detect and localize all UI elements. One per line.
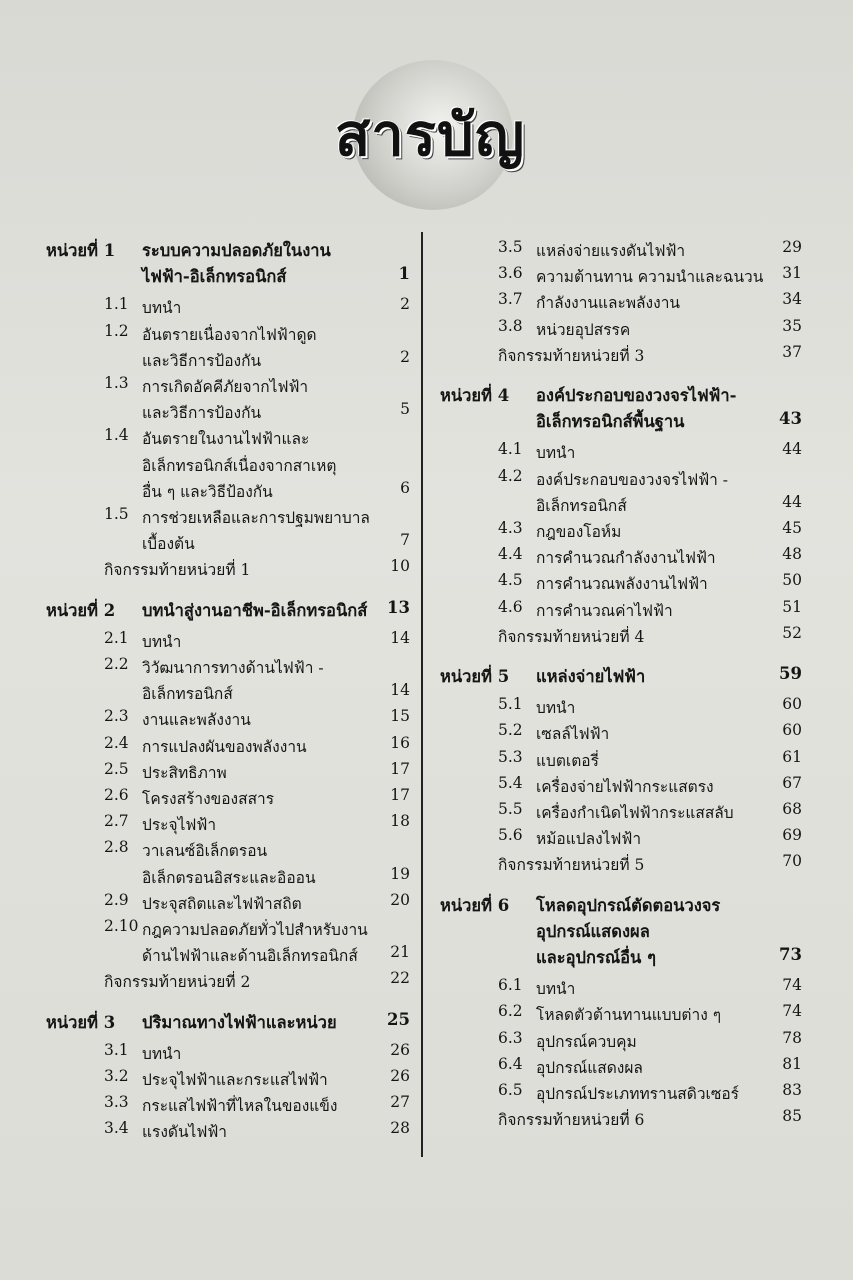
toc-entry-title: อิเล็กตรอนอิสระและอิออน <box>142 868 316 887</box>
toc-entry-number: 4.6 <box>498 597 523 616</box>
toc-entry-number: หน่วยที่ 1 <box>46 241 116 260</box>
toc-unit-heading <box>440 664 802 690</box>
toc-entry-number: 4.5 <box>498 571 523 590</box>
toc-page-number: 34 <box>782 290 802 309</box>
toc-page-number: 70 <box>782 852 802 871</box>
toc-section-entry <box>46 812 410 838</box>
toc-entry-number: 5.6 <box>498 826 523 845</box>
toc-entry-title: อุปกรณ์ประเภททรานสดิวเซอร์ <box>536 1085 739 1103</box>
page-title: สารบัญ <box>334 101 526 169</box>
toc-entry-number: หน่วยที่ 4 <box>440 386 510 405</box>
toc-entry-title: เครื่องจ่ายไฟฟ้ากระแสตรง <box>536 777 714 796</box>
toc-entry-title: หน่วยอุปสรรค <box>536 320 631 339</box>
toc-entry-title: ประจุสถิตและไฟฟ้าสถิต <box>142 894 302 913</box>
toc-entry-title: กิจกรรมท้ายหน่วยที่ 2 <box>104 973 251 992</box>
toc-entry-title: ประสิทธิภาพ <box>142 763 227 782</box>
toc-section-entry <box>46 707 410 733</box>
toc-page-number: 25 <box>387 1009 410 1029</box>
toc-entry-title: ระบบความปลอดภัยในงาน <box>142 241 331 260</box>
toc-entry-title: อันตรายในงานไฟฟ้าและ <box>142 430 310 449</box>
toc-entry-title: การคำนวณพลังงานไฟฟ้า <box>536 575 708 594</box>
toc-entry-number: 1.3 <box>104 374 129 392</box>
toc-entry-title: บทนำ <box>142 632 182 651</box>
toc-entry-number: 6.5 <box>498 1081 523 1099</box>
toc-page-number: 48 <box>782 545 802 564</box>
toc-page-number: 44 <box>782 440 802 459</box>
toc-entry-title: วิวัฒนาการทางด้านไฟฟ้า - <box>142 659 324 677</box>
toc-page-number: 60 <box>782 695 802 714</box>
toc-entry-number: 5.5 <box>498 800 523 818</box>
toc-entry-number: 4.4 <box>498 545 523 564</box>
toc-page-number: 29 <box>782 238 802 256</box>
toc-section-entry <box>440 826 802 852</box>
toc-section-entry <box>46 786 410 812</box>
toc-activity-entry <box>46 969 410 995</box>
toc-entry-number: 3.2 <box>104 1067 129 1085</box>
toc-page-number: 44 <box>782 492 802 511</box>
toc-page-number: 81 <box>782 1054 802 1073</box>
toc-entry-title: อื่น ๆ และวิธีป้องกัน <box>142 482 273 501</box>
toc-entry-number: 2.7 <box>104 812 129 831</box>
toc-entry-title: การแปลงผันของพลังงาน <box>142 737 307 756</box>
toc-entry-title: การช่วยเหลือและการปฐมพยาบาล <box>142 509 370 527</box>
toc-entry-number: 1.5 <box>104 505 129 523</box>
toc-entry-title: เครื่องกำเนิดไฟฟ้ากระแสสลับ <box>536 804 734 822</box>
toc-entry-title: แบตเตอรี่ <box>536 751 599 770</box>
toc-page-number: 51 <box>782 597 802 616</box>
toc-page-number: 61 <box>782 747 802 766</box>
toc-unit-heading <box>440 383 802 435</box>
toc-entry-title: อิเล็กทรอนิกส์ <box>536 496 627 515</box>
toc-entry-number: 1.2 <box>104 321 129 340</box>
toc-section-entry <box>440 545 802 571</box>
toc-section-entry <box>46 760 410 786</box>
toc-page-number: 52 <box>782 623 802 642</box>
toc-entry-title: งานและพลังงาน <box>142 711 251 730</box>
toc-section-entry <box>440 519 802 545</box>
toc-page-number: 1 <box>398 264 410 284</box>
toc-page-number: 14 <box>390 628 410 647</box>
toc-section-entry <box>440 238 802 264</box>
toc-entry-title: การคำนวณค่าไฟฟ้า <box>536 601 673 620</box>
toc-section-entry <box>46 917 410 969</box>
toc-section-entry <box>46 734 410 760</box>
toc-entry-number: 3.1 <box>104 1040 129 1059</box>
toc-page-number: 59 <box>779 664 802 683</box>
toc-entry-title: บทนำสู่งานอาชีพ-อิเล็กทรอนิกส์ <box>142 600 368 620</box>
toc-section-entry <box>46 1067 410 1093</box>
toc-section-entry <box>440 976 802 1002</box>
toc-entry-title: กิจกรรมท้ายหน่วยที่ 1 <box>104 561 251 580</box>
toc-page-number: 19 <box>390 864 410 883</box>
toc-section-entry <box>440 264 802 290</box>
toc-page-number: 17 <box>390 786 410 804</box>
toc-page-number: 13 <box>387 597 410 617</box>
toc-entry-title: วาเลนซ์อิเล็กตรอน <box>142 842 268 861</box>
toc-entry-title: องค์ประกอบของวงจรไฟฟ้า- <box>536 386 737 405</box>
toc-unit-heading <box>46 598 410 624</box>
toc-page-number: 16 <box>390 733 410 752</box>
toc-entry-title: อันตรายเนื่องจากไฟฟ้าดูด <box>142 325 317 344</box>
toc-section-entry <box>46 655 410 707</box>
toc-entry-number: 3.6 <box>498 264 523 283</box>
toc-page-number: 21 <box>390 943 410 962</box>
toc-page-number: 74 <box>782 1002 802 1021</box>
toc-section-entry <box>440 1002 802 1028</box>
toc-section-entry <box>440 598 802 624</box>
toc-entry-title: กิจกรรมท้ายหน่วยที่ 5 <box>498 856 645 875</box>
toc-entry-number: 4.2 <box>498 466 523 485</box>
toc-activity-entry <box>440 624 802 650</box>
toc-entry-number: 3.8 <box>498 316 523 335</box>
toc-entry-title: และวิธีการป้องกัน <box>142 404 262 423</box>
toc-entry-title: ประจุไฟฟ้า <box>142 816 217 835</box>
toc-section-entry <box>440 440 802 466</box>
toc-page-number: 45 <box>782 519 802 537</box>
toc-entry-title: บทนำ <box>536 699 576 718</box>
toc-entry-number: 3.5 <box>498 238 523 256</box>
toc-entry-title: แหล่งจ่ายแรงดันไฟฟ้า <box>536 242 686 260</box>
toc-page-number: 50 <box>782 571 802 590</box>
toc-section-entry <box>440 800 802 826</box>
toc-entry-title: ไฟฟ้า-อิเล็กทรอนิกส์ <box>142 267 287 287</box>
toc-page-number: 69 <box>782 826 802 845</box>
toc-entry-number: 2.9 <box>104 890 129 909</box>
toc-section-entry <box>46 295 410 321</box>
toc-entry-number: หน่วยที่ 6 <box>440 895 510 915</box>
toc-activity-entry <box>440 852 802 878</box>
toc-page-number: 83 <box>782 1081 802 1099</box>
toc-page-number: 26 <box>390 1040 410 1059</box>
toc-page-number: 10 <box>390 557 410 576</box>
toc-section-entry <box>440 1055 802 1081</box>
toc-section-entry <box>440 317 802 343</box>
toc-entry-title: กิจกรรมท้ายหน่วยที่ 3 <box>498 346 645 365</box>
toc-section-entry <box>440 721 802 747</box>
toc-page-number: 7 <box>400 531 410 550</box>
toc-unit-heading <box>440 893 802 972</box>
toc-section-entry <box>46 891 410 917</box>
toc-entry-title: โหลดอุปกรณ์ตัดตอนวงจร <box>536 895 721 915</box>
toc-section-entry <box>46 1041 410 1067</box>
toc-entry-title: อุปกรณ์ควบคุม <box>536 1032 637 1051</box>
toc-entry-number: 3.7 <box>498 290 523 309</box>
toc-entry-title: กฎความปลอดภัยทั่วไปสำหรับงาน <box>142 921 368 939</box>
toc-activity-entry <box>440 343 802 369</box>
toc-entry-title: กิจกรรมท้ายหน่วยที่ 6 <box>498 1111 645 1130</box>
toc-entry-number: 5.3 <box>498 747 523 766</box>
toc-page-number: 43 <box>779 409 802 429</box>
toc-entry-number: หน่วยที่ 2 <box>46 600 116 620</box>
toc-section-entry <box>46 374 410 426</box>
toc-page-number: 35 <box>782 316 802 335</box>
toc-entry-title: หม้อแปลงไฟฟ้า <box>536 830 642 849</box>
toc-entry-title: กิจกรรมท้ายหน่วยที่ 4 <box>498 627 645 646</box>
toc-entry-number: 2.10 <box>104 917 139 935</box>
toc-page-number: 18 <box>390 812 410 831</box>
toc-entry-number: 6.3 <box>498 1028 523 1047</box>
toc-entry-number: 2.3 <box>104 707 129 726</box>
toc-section-entry <box>46 505 410 557</box>
toc-entry-title: แรงดันไฟฟ้า <box>142 1123 227 1142</box>
toc-page-number: 37 <box>782 342 802 361</box>
toc-entry-number: 1.1 <box>104 295 129 314</box>
toc-entry-title: อุปกรณ์แสดงผล <box>536 1058 643 1077</box>
toc-section-entry <box>440 467 802 519</box>
toc-page-number: 17 <box>390 759 410 778</box>
toc-unit-heading <box>46 1010 410 1036</box>
toc-entry-number: 6.4 <box>498 1054 523 1073</box>
toc-section-entry <box>440 1081 802 1107</box>
toc-entry-title: การเกิดอัคคีภัยจากไฟฟ้า <box>142 378 309 396</box>
toc-page-number: 6 <box>400 478 410 497</box>
toc-section-entry <box>440 774 802 800</box>
toc-page-number: 78 <box>782 1028 802 1047</box>
toc-entry-title: และวิธีการป้องกัน <box>142 351 262 370</box>
toc-entry-title: บทนำ <box>142 299 182 318</box>
toc-entry-title: ด้านไฟฟ้าและด้านอิเล็กทรอนิกส์ <box>142 947 358 966</box>
toc-section-entry <box>46 322 410 374</box>
toc-section-entry <box>46 1093 410 1119</box>
toc-entry-title: ความต้านทาน ความนำและฉนวน <box>536 268 764 287</box>
toc-entry-number: 2.2 <box>104 655 129 673</box>
toc-entry-title: กระแสไฟฟ้าที่ไหลในของแข็ง <box>142 1097 338 1116</box>
toc-entry-number: 6.2 <box>498 1002 523 1021</box>
toc-section-entry <box>440 748 802 774</box>
toc-entry-number: 2.6 <box>104 786 129 804</box>
toc-entry-number: 5.1 <box>498 695 523 714</box>
toc-entry-title: อุปกรณ์แสดงผล <box>536 921 650 941</box>
toc-entry-number: 4.1 <box>498 440 523 459</box>
toc-activity-entry <box>46 557 410 583</box>
toc-entry-number: 2.1 <box>104 628 129 647</box>
toc-entry-number: หน่วยที่ 5 <box>440 667 510 686</box>
toc-entry-title: องค์ประกอบของวงจรไฟฟ้า - <box>536 470 729 489</box>
toc-section-entry <box>46 426 410 505</box>
toc-unit-heading <box>46 238 410 290</box>
toc-section-entry <box>440 1029 802 1055</box>
toc-entry-title: อิเล็กทรอนิกส์เนื่องจากสาเหตุ <box>142 456 337 475</box>
toc-entry-title: บทนำ <box>142 1044 182 1063</box>
toc-entry-title: และอุปกรณ์อื่น ๆ <box>536 947 656 967</box>
toc-entry-title: บทนำ <box>536 444 576 463</box>
toc-entry-title: บทนำ <box>536 980 576 999</box>
toc-entry-number: 5.2 <box>498 721 523 740</box>
toc-section-entry <box>46 629 410 655</box>
toc-entry-title: แหล่งจ่ายไฟฟ้า <box>536 667 646 686</box>
toc-page-number: 15 <box>390 707 410 726</box>
toc-section-entry <box>46 1119 410 1145</box>
toc-entry-title: เซลล์ไฟฟ้า <box>536 725 610 744</box>
toc-entry-number: 2.5 <box>104 759 129 778</box>
toc-entry-number: 2.8 <box>104 838 129 857</box>
toc-page-number: 5 <box>400 400 410 419</box>
toc-page-number: 27 <box>390 1093 410 1112</box>
toc-section-entry <box>440 695 802 721</box>
toc-entry-number: 3.3 <box>104 1093 129 1112</box>
toc-entry-number: หน่วยที่ 3 <box>46 1012 116 1032</box>
toc-page-number: 28 <box>390 1119 410 1138</box>
toc-page-number: 31 <box>782 264 802 283</box>
toc-page-number: 74 <box>782 976 802 995</box>
toc-entry-title: เบื้องต้น <box>142 535 195 554</box>
toc-entry-title: กำลังงานและพลังงาน <box>536 294 680 313</box>
toc-page-number: 26 <box>390 1067 410 1085</box>
toc-entry-number: 5.4 <box>498 773 523 792</box>
toc-entry-title: การคำนวณกำลังงานไฟฟ้า <box>536 549 716 568</box>
toc-page-number: 85 <box>782 1107 802 1126</box>
toc-page-number: 2 <box>400 347 410 366</box>
toc-entry-title: กฎของโอห์ม <box>536 523 622 541</box>
toc-entry-number: 1.4 <box>104 426 129 445</box>
toc-page-number: 60 <box>782 721 802 740</box>
toc-entry-title: ปริมาณทางไฟฟ้าและหน่วย <box>142 1012 337 1032</box>
toc-activity-entry <box>440 1107 802 1133</box>
toc-page-number: 22 <box>390 969 410 988</box>
toc-entry-title: อิเล็กทรอนิกส์พื้นฐาน <box>536 412 685 432</box>
toc-section-entry <box>46 838 410 890</box>
toc-entry-number: 4.3 <box>498 519 523 537</box>
toc-page-number: 20 <box>390 890 410 909</box>
column-divider <box>421 232 423 1157</box>
toc-page-number: 67 <box>782 773 802 792</box>
toc-page-number: 14 <box>390 681 410 700</box>
toc-entry-title: โหลดตัวต้านทานแบบต่าง ๆ <box>536 1006 722 1025</box>
toc-page-number: 73 <box>779 944 802 964</box>
toc-entry-number: 3.4 <box>104 1119 129 1138</box>
toc-page-number: 2 <box>400 295 410 314</box>
toc-entry-title: โครงสร้างของสสาร <box>142 790 275 808</box>
toc-entry-title: ประจุไฟฟ้าและกระแสไฟฟ้า <box>142 1071 328 1089</box>
toc-section-entry <box>440 571 802 597</box>
toc-entry-number: 2.4 <box>104 733 129 752</box>
toc-page-number: 68 <box>782 800 802 818</box>
toc-section-entry <box>440 290 802 316</box>
toc-entry-title: อิเล็กทรอนิกส์ <box>142 685 233 704</box>
toc-entry-number: 6.1 <box>498 976 523 995</box>
